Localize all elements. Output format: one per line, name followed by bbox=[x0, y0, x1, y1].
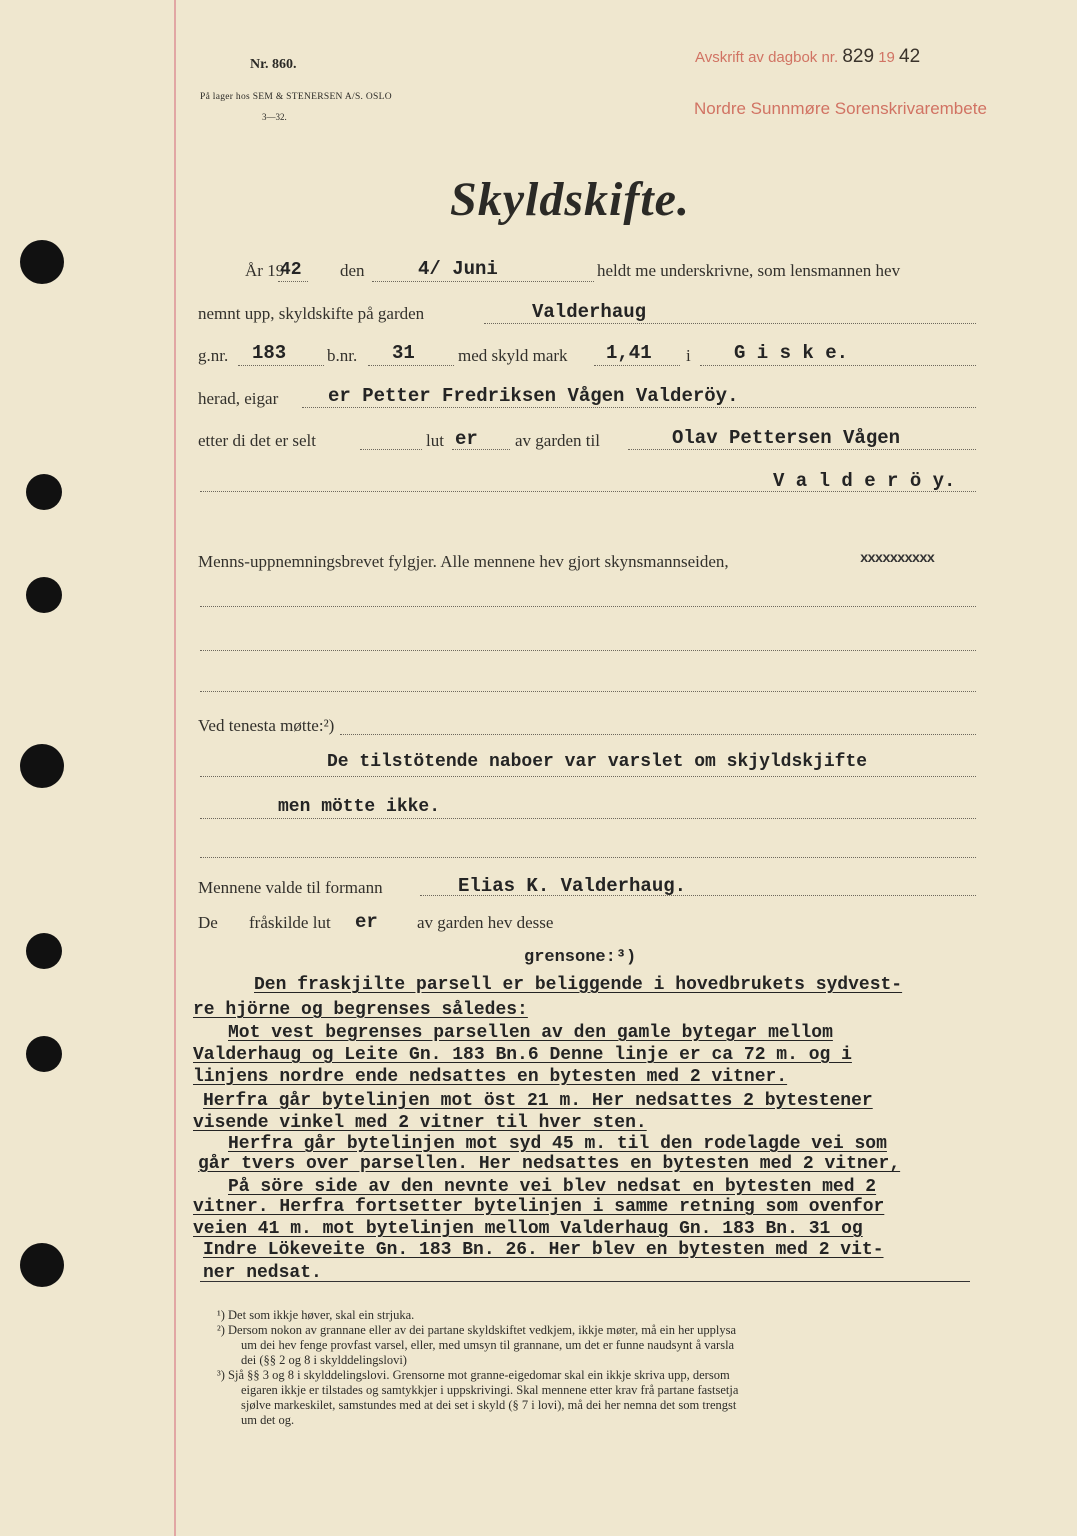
municipality: G i s k e. bbox=[734, 342, 849, 364]
boundary-line: Herfra går bytelinjen mot syd 45 m. til den rodelagde vei som bbox=[228, 1134, 887, 1154]
footnote-3: ³) Sjå §§ 3 og 8 i skylddelingslovi. Grensorne mot granne-eigedomar skal ein ikkje skriva upp, dersom bbox=[217, 1368, 730, 1382]
statement-text: Menns-uppnemningsbrevet fylgjer. Alle mennene hev gjort skynsmannseiden, bbox=[198, 552, 729, 571]
punch-hole bbox=[20, 1243, 64, 1287]
bnr-label: b.nr. bbox=[327, 346, 358, 365]
punch-hole bbox=[20, 744, 64, 788]
gnr-label: g.nr. bbox=[198, 346, 229, 365]
lut-label: lut bbox=[426, 431, 444, 450]
boundary-line: vitner. Herfra fortsetter bytelinjen i samme retning som ovenfor bbox=[193, 1197, 885, 1217]
buyer-place: V a l d e r ö y. bbox=[773, 470, 956, 492]
of-farm-label: av garden til bbox=[515, 431, 600, 450]
fill-line bbox=[452, 449, 510, 450]
boundary-line: linjens nordre ende nedsattes en bytesten med 2 vitner. bbox=[193, 1067, 788, 1087]
attendance-line-2: men mötte ikke. bbox=[278, 797, 441, 817]
journal-stamp bbox=[695, 46, 920, 68]
fill-line bbox=[200, 776, 976, 777]
skyld-value: 1,41 bbox=[606, 342, 652, 364]
lut-value: er bbox=[455, 428, 478, 450]
footnote-3-cont: eigaren ikkje er tilstades og samtykkjer i uppskrivingi. Skal mennene etter krav frå partane fastsetja bbox=[241, 1383, 739, 1397]
punch-hole bbox=[26, 474, 62, 510]
footnote-2-cont: dei (§§ 2 og 8 i skylddelingslovi) bbox=[241, 1353, 407, 1367]
boundary-line: Indre Lökeveite Gn. 183 Bn. 26. Her blev en bytesten med 2 vit- bbox=[203, 1240, 884, 1260]
boundary-line: Herfra går bytelinjen mot öst 21 m. Her nedsattes 2 bytestener bbox=[203, 1091, 873, 1111]
fill-line bbox=[200, 818, 976, 819]
grensone-label: grensone:³) bbox=[524, 948, 637, 967]
footnote-2: ²) Dersom nokon av grannane eller av dei partane skyldskiftet vedkjem, ikkje møter, må ein her upplysa bbox=[217, 1323, 737, 1337]
gnr-value: 183 bbox=[252, 342, 287, 364]
boundary-line: veien 41 m. mot bytelinjen mellom Valderhaug Gn. 183 Bn. 31 og bbox=[193, 1219, 863, 1239]
attendance-line-1: De tilstötende naboer var varslet om skjyldskjifte bbox=[327, 752, 868, 772]
fill-line bbox=[238, 365, 324, 366]
i-label: i bbox=[686, 346, 691, 365]
fill-line bbox=[278, 281, 308, 282]
de-label: De bbox=[198, 913, 218, 932]
bnr-value: 31 bbox=[392, 342, 415, 364]
year-label: År 19 bbox=[245, 261, 285, 280]
fraskilde-label: fråskilde lut bbox=[249, 913, 331, 932]
named-text: nemnt upp, skyldskifte på garden bbox=[198, 304, 425, 323]
office-stamp: Nordre Sunnmøre Sorenskrivarembete bbox=[694, 99, 987, 118]
fill-line bbox=[200, 491, 976, 492]
boundary-line: ner nedsat. bbox=[203, 1263, 322, 1283]
punch-hole bbox=[26, 933, 62, 969]
owner-name: er Petter Fredriksen Vågen Valderöy. bbox=[328, 385, 739, 407]
footnote-3-cont: sjølve markeskilet, samstundes med at dei set i skyld (§ 7 i lovi), må dei her nemna det som trengst bbox=[241, 1398, 737, 1412]
boundary-line: Valderhaug og Leite Gn. 183 Bn.6 Denne linje er ca 72 m. og i bbox=[193, 1045, 852, 1065]
fill-line bbox=[420, 895, 976, 896]
foreman-label: Mennene valde til formann bbox=[198, 878, 383, 897]
blank-line bbox=[200, 691, 976, 692]
farm-name: Valderhaug bbox=[532, 301, 647, 323]
footnote-1: ¹) Det som ikkje høver, skal ein strjuka. bbox=[217, 1308, 415, 1322]
punch-hole bbox=[20, 240, 64, 284]
journal-prefix: Avskrift av dagbok nr. bbox=[695, 49, 839, 66]
closing-rule bbox=[200, 1281, 970, 1282]
margin-rule bbox=[174, 0, 176, 1536]
fill-line bbox=[372, 281, 594, 282]
den-label: den bbox=[340, 261, 365, 280]
year-suffix: 42 bbox=[899, 46, 921, 67]
skyld-label: med skyld mark bbox=[458, 346, 568, 365]
footnote-3-cont: um det og. bbox=[241, 1413, 295, 1427]
boundary-line: Den fraskjilte parsell er beliggende i hovedbrukets sydvest- bbox=[254, 975, 903, 995]
fill-line bbox=[368, 365, 454, 366]
attendance-label: Ved tenesta møtte:²) bbox=[198, 716, 335, 735]
blank-line bbox=[200, 606, 976, 607]
foreman-name: Elias K. Valderhaug. bbox=[458, 875, 687, 897]
form-print-date: 3—32. bbox=[262, 112, 287, 122]
blank-line bbox=[200, 650, 976, 651]
form-number: Nr. 860. bbox=[250, 57, 297, 72]
buyer-name: Olav Pettersen Vågen bbox=[672, 427, 901, 449]
struck-text: xxxxxxxxxx bbox=[860, 551, 935, 567]
blank-line bbox=[200, 857, 976, 858]
punch-hole bbox=[26, 577, 62, 613]
fill-line bbox=[594, 365, 680, 366]
journal-number: 829 bbox=[842, 46, 875, 67]
punch-hole bbox=[26, 1036, 62, 1072]
herad-label: herad, eigar bbox=[198, 389, 279, 408]
fill-line bbox=[484, 323, 976, 324]
year-prefix: 19 bbox=[878, 49, 895, 66]
boundary-line: Mot vest begrenses parsellen av den gamle bytegar mellom bbox=[228, 1023, 833, 1043]
boundary-line: visende vinkel med 2 vitner til hver sten. bbox=[193, 1113, 647, 1133]
fill-line bbox=[700, 365, 976, 366]
date-value: 4/ Juni bbox=[418, 258, 498, 280]
form-printer: På lager hos SEM & STENERSEN A/S. OSLO bbox=[200, 92, 392, 102]
boundary-line: går tvers over parsellen. Her nedsattes en bytesten med 2 vitner, bbox=[198, 1154, 901, 1174]
fill-line bbox=[302, 407, 976, 408]
boundary-line: På söre side av den nevnte vei blev nedsat en bytesten med 2 bbox=[228, 1177, 877, 1197]
fill-line bbox=[360, 449, 422, 450]
held-text: heldt me underskrivne, som lensmannen hev bbox=[597, 261, 901, 280]
boundary-line: re hjörne og begrenses således: bbox=[193, 1000, 528, 1020]
parcel-lut-value: er bbox=[355, 911, 378, 933]
document-title: Skyldskifte. bbox=[450, 173, 690, 226]
sold-label: etter di det er selt bbox=[198, 431, 317, 450]
fill-line bbox=[628, 449, 976, 450]
fill-line bbox=[340, 734, 976, 735]
farm-text: av garden hev desse bbox=[417, 913, 554, 932]
year-value: 42 bbox=[280, 260, 302, 280]
footnote-2-cont: um dei hev fenge provfast varsel, eller, med umsyn til grannane, um det er funne naudsynt å varsla bbox=[241, 1338, 735, 1352]
